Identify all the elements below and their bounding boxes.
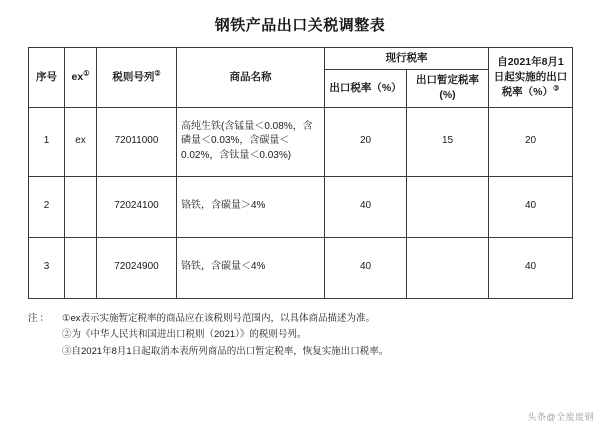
cell-seq: 1 — [29, 107, 65, 176]
table-row — [29, 237, 573, 298]
cell-code: 72024900 — [97, 237, 177, 298]
footnotes-body — [62, 311, 562, 361]
header-export-rate: 出口税率（%） — [325, 70, 407, 107]
header-temp-rate: 出口暂定税率(%) — [407, 70, 489, 107]
cell-seq: 3 — [29, 237, 65, 298]
cell-name: 高纯生铁(含锰量＜0.08%，含磷量＜0.03%，含碳量＜0.02%，含钛量＜0.03%) — [177, 107, 325, 176]
footnote-item: ②为《中华人民共和国进出口税则（2021）》的税则号列。 — [62, 329, 307, 341]
table-row — [29, 176, 573, 237]
header-seq: 序号 — [29, 48, 65, 108]
table-body — [29, 107, 573, 298]
cell-new-rate: 40 — [489, 176, 573, 237]
cell-name: 铬铁，含碳量＞4% — [177, 176, 325, 237]
header-new-rate-label: 自2021年8月1日起实施的出口税率（%） — [493, 55, 568, 98]
cell-new-rate: 20 — [489, 107, 573, 176]
cell-name: 铬铁，含碳量＜4% — [177, 237, 325, 298]
header-ex-superscript: ① — [83, 70, 90, 78]
footnote-item: ③自2021年8月1日起取消本表所列商品的出口暂定税率，恢复实施出口税率。 — [62, 345, 389, 357]
cell-export-rate: 40 — [325, 237, 407, 298]
cell-temp-rate — [407, 237, 489, 298]
watermark: 头条@全废废钢 — [527, 412, 594, 422]
cell-export-rate: 20 — [325, 107, 407, 176]
header-code-label: 税则号列 — [112, 70, 155, 83]
footnotes-label: 注： — [28, 312, 52, 324]
footnotes — [0, 311, 600, 361]
cell-code: 72011000 — [97, 107, 177, 176]
cell-temp-rate: 15 — [407, 107, 489, 176]
header-row-1 — [29, 48, 573, 70]
cell-code: 72024100 — [97, 176, 177, 237]
header-name: 商品名称 — [177, 48, 325, 108]
cell-new-rate: 40 — [489, 237, 573, 298]
tariff-table-container — [28, 47, 572, 299]
header-new-rate-superscript: ③ — [553, 85, 560, 93]
header-new-rate — [489, 48, 573, 108]
header-ex-label: ex — [71, 70, 84, 83]
table-header — [29, 48, 573, 108]
cell-seq: 2 — [29, 176, 65, 237]
cell-ex: ex — [65, 107, 97, 176]
page-title: 钢铁产品出口关税调整表 — [214, 17, 386, 34]
header-current-rate-group: 现行税率 — [325, 48, 489, 70]
header-code-superscript: ② — [154, 70, 161, 78]
header-ex — [65, 48, 97, 108]
footnote-item: ①ex表示实施暂定税率的商品应在该税则号范围内，以具体商品描述为准。 — [62, 312, 376, 324]
cell-export-rate: 40 — [325, 176, 407, 237]
cell-ex — [65, 176, 97, 237]
cell-temp-rate — [407, 176, 489, 237]
cell-ex — [65, 237, 97, 298]
document-page — [0, 14, 600, 427]
tariff-table — [28, 47, 573, 299]
table-row — [29, 107, 573, 176]
header-code — [97, 48, 177, 108]
